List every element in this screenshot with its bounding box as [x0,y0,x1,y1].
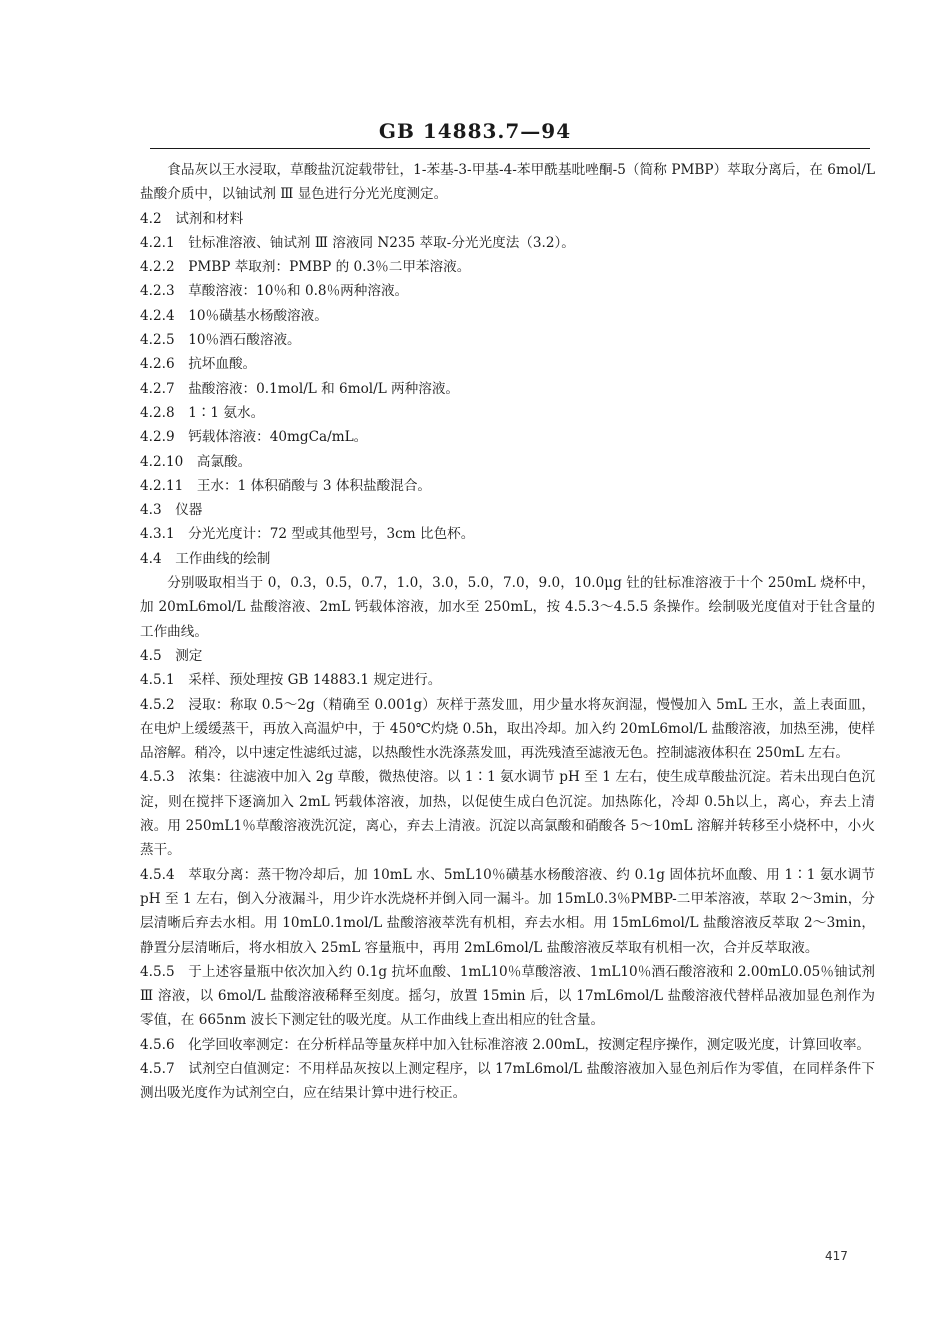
reagent-item [140,377,875,401]
item-text: 钙载体溶液：40mgCa/mL。 [188,429,368,446]
step-text: 采样、预处理按 GB 14883.1 规定进行。 [188,672,442,689]
item-text: 10％磺基水杨酸溶液。 [188,307,328,324]
item-text: 高氯酸。 [196,453,252,470]
section-heading-4-2 [140,207,875,231]
item-number: 4.2.3 [140,283,175,300]
standard-number: 14883.7—94 [422,119,572,143]
reagent-item [140,450,875,474]
section-title: 仪器 [175,502,203,519]
item-number: 4.2.9 [140,429,175,446]
step-number: 4.5.4 [140,866,175,883]
section-heading-4-5 [140,644,875,668]
procedure-step [140,960,875,1033]
step-text: 于上述容量瓶中依次加入约 0.1g 抗坏血酸、1mL10％草酸溶液、1mL10％酒石酸溶液和 2.00mL0.05％铀试剂 Ⅲ 溶液，以 6mol/L 盐酸溶液稀释至刻度。摇匀，放置 15min 后，以 17mL6mol/L 盐酸溶液代替样品液加显色剂作为零值，在 665nm 波长下测定钍的吸光度。从工作曲线上查出相应的钍含量。 [140,963,875,1029]
section-title: 工作曲线的绘制 [175,550,271,567]
reagent-item [140,425,875,449]
calibration-paragraph: 分别吸取相当于 0，0.3，0.5，0.7，1.0，3.0，5.0，7.0，9.0，10.0μg 钍的钍标准溶液于十个 250mL 烧杯中，加 20mL6mol/L 盐酸溶液、2mL 钙载体溶液，加水至 250mL，按 4.5.3～4.5.5 条操作。绘制吸光度值对于钍含量的工作曲线。 [140,575,875,640]
section-title: 试剂和材料 [175,210,244,227]
document-body [140,158,875,1106]
item-text: 1∶1 氨水。 [188,404,265,421]
step-number: 4.5.3 [140,769,175,786]
page-header [0,119,950,143]
item-text: 分光光度计：72 型或其他型号，3cm 比色杯。 [188,526,475,543]
step-number: 4.5.7 [140,1060,175,1077]
item-number: 4.2.5 [140,332,175,349]
item-text: 草酸溶液：10％和 0.8％两种溶液。 [188,283,409,300]
step-number: 4.5.1 [140,672,175,689]
item-number: 4.2.1 [140,234,175,251]
item-number: 4.2.2 [140,259,175,276]
step-number: 4.5.6 [140,1036,175,1053]
step-number: 4.5.2 [140,696,175,713]
procedure-step [140,1033,875,1057]
item-number: 4.2.8 [140,404,175,421]
item-text: 钍标准溶液、铀试剂 Ⅲ 溶液同 N235 萃取-分光光度法（3.2）。 [188,234,575,251]
step-number: 4.5.5 [140,963,175,980]
reagent-item [140,401,875,425]
step-text: 浓集：往滤液中加入 2g 草酸，微热使溶。以 1∶1 氨水调节 pH 至 1 左右，使生成草酸盐沉淀。若未出现白色沉淀，则在搅拌下逐滴加入 2mL 钙载体溶液，加热，以促使生成白色沉淀。加热陈化，冷却 0.5h以上，离心，弃去上清液。用 250mL1％草酸溶液洗沉淀，离心，弃去上清液。沉淀以高氯酸和硝酸各 5～10mL 溶解并转移至小烧杯中，小火蒸干。 [140,769,875,859]
procedure-step [140,1057,875,1106]
section-number: 4.5 [140,647,162,664]
reagent-item [140,352,875,376]
section-number: 4.4 [140,550,162,567]
procedure-step [140,693,875,766]
item-number: 4.2.11 [140,477,184,494]
reagent-item [140,304,875,328]
item-text: 抗坏血酸。 [188,356,257,373]
item-text: 10％酒石酸溶液。 [188,332,301,349]
item-number: 4.2.4 [140,307,175,324]
item-number: 4.2.6 [140,356,175,373]
procedure-step [140,863,875,960]
reagent-item [140,279,875,303]
procedure-step [140,765,875,862]
section-number: 4.2 [140,210,162,227]
item-number: 4.2.7 [140,380,175,397]
section-number: 4.3 [140,502,162,519]
section-title: 测定 [175,647,203,664]
procedure-step [140,668,875,692]
header-divider [150,148,870,149]
step-text: 萃取分离：蒸干物冷却后，加 10mL 水、5mL10％磺基水杨酸溶液、约 0.1g 固体抗坏血酸、用 1∶1 氨水调节 pH 至 1 左右，倒入分液漏斗，用少许水洗烧杯并倒入同一漏斗。加 15mL0.3％PMBP-二甲苯溶液，萃取 2～3min，分层清晰后弃去水相。用 10mL0.1mol/L 盐酸溶液萃洗有机相，弃去水相。用 15mL6mol/L 盐酸溶液反萃取 2～3min，静置分层清晰后，将水相放入 25mL 容量瓶中，再用 2mL6mol/L 盐酸溶液反萃取有机相一次，合并反萃取液。 [140,866,875,956]
step-text: 试剂空白值测定：不用样品灰按以上测定程序，以 17mL6mol/L 盐酸溶液加入显色剂后作为零值，在同样条件下测出吸光度作为试剂空白，应在结果计算中进行校正。 [140,1060,875,1102]
instrument-item [140,522,875,546]
section-heading-4-3 [140,498,875,522]
item-text: 王水：1 体积硝酸与 3 体积盐酸混合。 [196,477,432,494]
section-heading-4-4 [140,547,875,571]
item-text: PMBP 萃取剂：PMBP 的 0.3％二甲苯溶液。 [188,259,471,276]
page-number: 417 [825,1249,848,1263]
step-text: 化学回收率测定：在分析样品等量灰样中加入钍标准溶液 2.00mL，按测定程序操作，测定吸光度，计算回收率。 [188,1036,871,1053]
intro-paragraph: 食品灰以王水浸取，草酸盐沉淀载带钍，1-苯基-3-甲基-4-苯甲酰基吡唑酮-5（简称 PMBP）萃取分离后，在 6mol/L 盐酸介质中，以铀试剂 Ⅲ 显色进行分光光度测定。 [140,162,875,203]
reagent-item [140,328,875,352]
reagent-item [140,474,875,498]
item-text: 盐酸溶液：0.1mol/L 和 6mol/L 两种溶液。 [188,380,460,397]
standard-prefix: GB [378,119,415,143]
step-text: 浸取：称取 0.5～2g（精确至 0.001g）灰样于蒸发皿，用少量水将灰润湿，慢慢加入 5mL 王水，盖上表面皿，在电炉上缓缓蒸干，再放入高温炉中，于 450℃灼烧 0.5h，取出冷却。加入约 20mL6mol/L 盐酸溶液，加热至沸，使样品溶解。稍冷，以中速定性滤纸过滤，以热酸性水洗涤蒸发皿，再洗残渣至滤液无色。控制滤液体积在 250mL 左右。 [140,696,875,762]
item-number: 4.2.10 [140,453,184,470]
item-number: 4.3.1 [140,526,175,543]
reagent-item [140,255,875,279]
reagent-item [140,231,875,255]
